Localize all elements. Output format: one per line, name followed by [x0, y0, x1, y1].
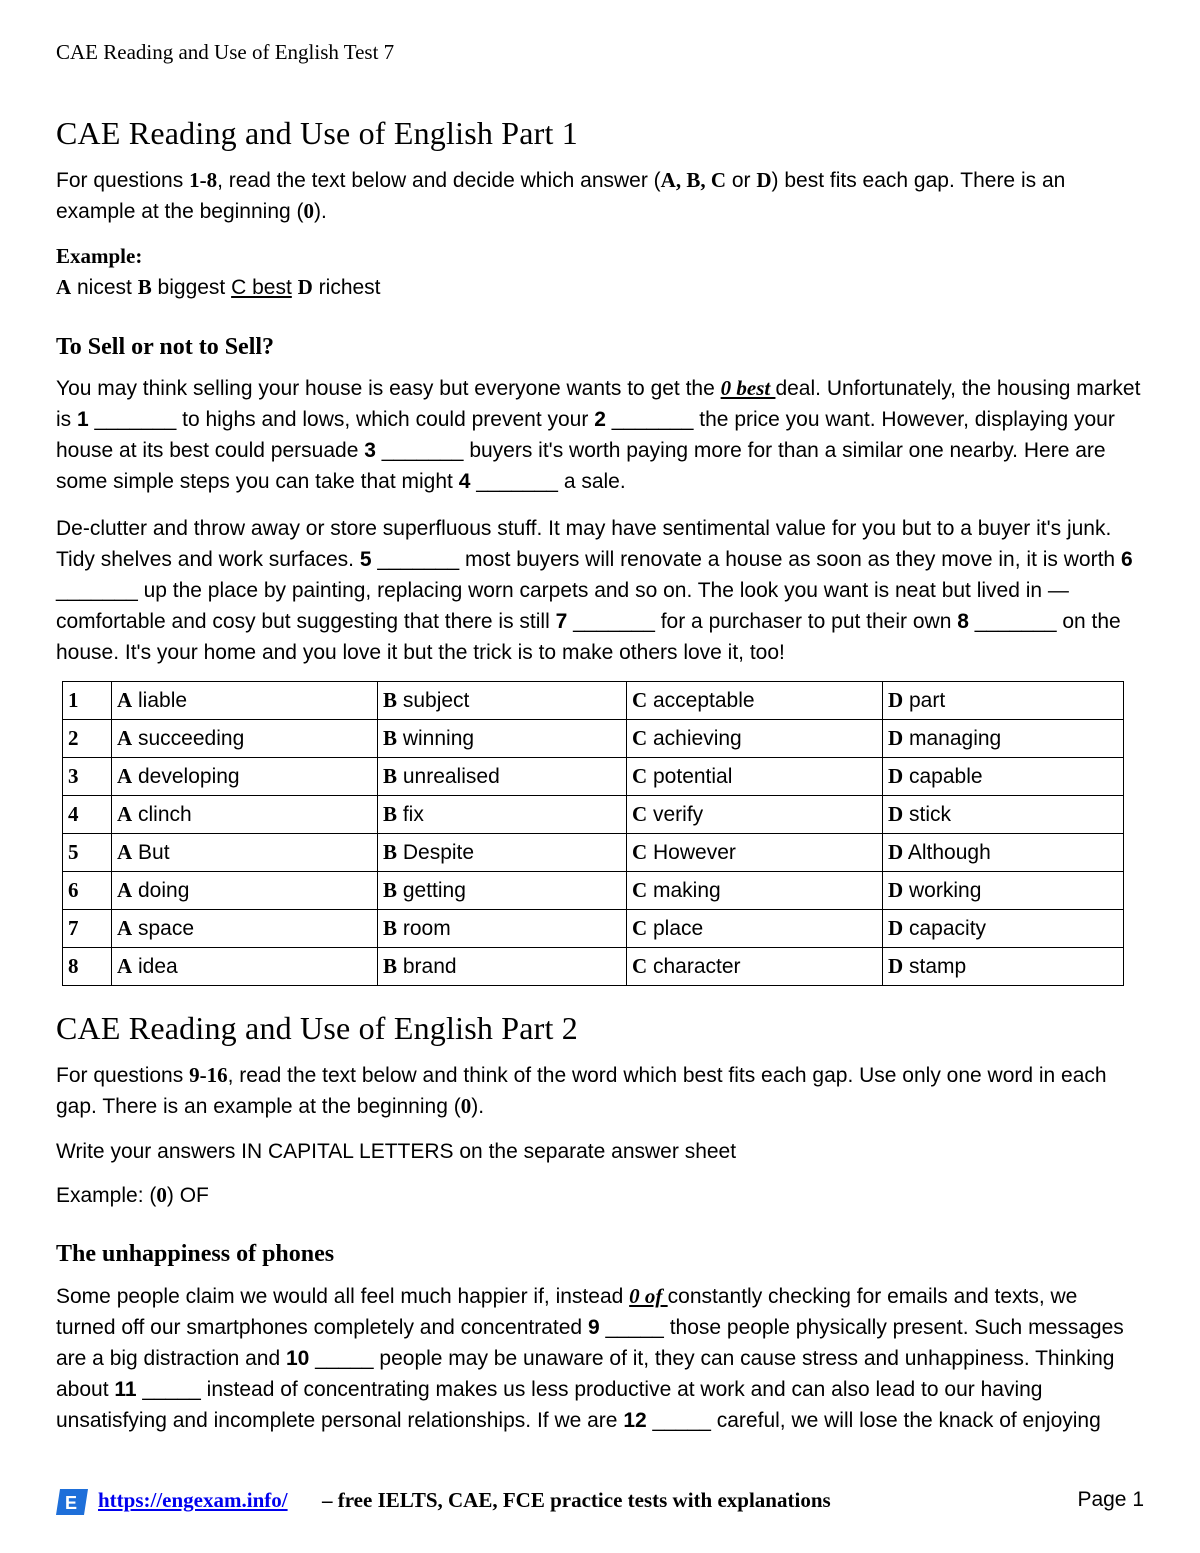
option-b: B brand	[378, 948, 627, 986]
option-d: D part	[883, 682, 1124, 720]
options-row	[63, 682, 1124, 720]
option-d: D managing	[883, 720, 1124, 758]
option-b: B getting	[378, 872, 627, 910]
option-d: D stick	[883, 796, 1124, 834]
option-b: B subject	[378, 682, 627, 720]
question-number: 1	[63, 682, 112, 720]
part1-heading: CAE Reading and Use of English Part 1	[56, 115, 578, 151]
option-a: A clinch	[112, 796, 378, 834]
question-number: 2	[63, 720, 112, 758]
question-number: 6	[63, 872, 112, 910]
engexam-logo-icon	[56, 1489, 88, 1515]
option-c: C verify	[627, 796, 883, 834]
option-c: C character	[627, 948, 883, 986]
part2-write-instruction: Write your answers IN CAPITAL LETTERS on the separate answer sheet	[56, 1140, 737, 1163]
question-number: 7	[63, 910, 112, 948]
option-b: B Despite	[378, 834, 627, 872]
part1-example: A nicest B biggest C best D richest	[56, 275, 381, 299]
options-row	[63, 796, 1124, 834]
part1-paragraph-2: De-clutter and throw away or store superfluous stuff. It may have sentimental value for you but to a buyer it's junk. Tidy shelves and work surfaces. 5 _______ most buyers will renovate a house as soon as they move in, it is worth 6 _______ up the place by painting, replacing worn carpets and so on. The look you want is neat but lived in — comfortable and cosy but suggesting that there is still 7 _______ for a purchaser to put their own 8 _______ on the house. It's your home and you love it but the trick is to make others love it, too!	[56, 517, 1133, 664]
option-d: D capacity	[883, 910, 1124, 948]
option-d: D stamp	[883, 948, 1124, 986]
option-c: C However	[627, 834, 883, 872]
option-a: A developing	[112, 758, 378, 796]
svg-text:E: E	[65, 1493, 78, 1513]
part2-example: Example: (0) OF	[56, 1183, 209, 1207]
options-row	[63, 834, 1124, 872]
part1-example-label: Example:	[56, 244, 143, 268]
option-a: A idea	[112, 948, 378, 986]
option-a: A doing	[112, 872, 378, 910]
option-a: A But	[112, 834, 378, 872]
part1-options-table	[62, 681, 1124, 986]
options-row	[63, 910, 1124, 948]
part1-text-title: To Sell or not to Sell?	[56, 334, 275, 360]
question-number: 8	[63, 948, 112, 986]
part1-instructions: For questions 1-8, read the text below and decide which answer (A, B, C or D) best fits each gap. There is an example at the beginning (0).	[56, 168, 1066, 223]
question-number: 4	[63, 796, 112, 834]
option-d: D capable	[883, 758, 1124, 796]
option-c: C achieving	[627, 720, 883, 758]
option-c: C acceptable	[627, 682, 883, 720]
option-b: B unrealised	[378, 758, 627, 796]
options-row	[63, 948, 1124, 986]
option-a: A succeeding	[112, 720, 378, 758]
option-c: C making	[627, 872, 883, 910]
part2-heading: CAE Reading and Use of English Part 2	[56, 1010, 578, 1046]
page-footer	[56, 1486, 1144, 1518]
option-d: D working	[883, 872, 1124, 910]
option-b: B fix	[378, 796, 627, 834]
page-number: Page 1	[1077, 1488, 1144, 1511]
part2-instructions: For questions 9-16, read the text below and think of the word which best fits each gap. Use only one word in each gap. There is an example at the beginning (0).	[56, 1063, 1107, 1118]
options-row	[63, 720, 1124, 758]
footer-tagline: – free IELTS, CAE, FCE practice tests with explanations	[322, 1488, 831, 1512]
part2-paragraph-1: Some people claim we would all feel much happier if, instead 0 of constantly checking for emails and texts, we turned off our smartphones completely and concentrated 9 _____ those people physically present. Such messages are a big distraction and 10 _____ people may be unaware of it, they can cause stress and unhappiness. Thinking about 11 _____ instead of concentrating makes us less productive at work and can also lead to our having unsatisfying and incomplete personal relationships. If we are 12 _____ careful, we will lose the knack of enjoying	[56, 1284, 1124, 1432]
part2-text-title: The unhappiness of phones	[56, 1241, 335, 1267]
part1-paragraph-1: You may think selling your house is easy but everyone wants to get the 0 best deal. Unfortunately, the housing market is 1 _______ to highs and lows, which could prevent your 2 _______ the price you want. However, displaying your house at its best could persuade 3 _______ buyers it's worth paying more for than a similar one nearby. Here are some simple steps you can take that might 4 _______ a sale.	[56, 376, 1141, 493]
option-a: A space	[112, 910, 378, 948]
options-row	[63, 758, 1124, 796]
footer-site-link[interactable]: https://engexam.info/	[98, 1488, 288, 1512]
options-row	[63, 872, 1124, 910]
question-number: 3	[63, 758, 112, 796]
option-b: B winning	[378, 720, 627, 758]
option-a: A liable	[112, 682, 378, 720]
option-b: B room	[378, 910, 627, 948]
option-d: D Although	[883, 834, 1124, 872]
question-number: 5	[63, 834, 112, 872]
option-c: C place	[627, 910, 883, 948]
document-header: CAE Reading and Use of English Test 7	[56, 40, 395, 64]
option-c: C potential	[627, 758, 883, 796]
